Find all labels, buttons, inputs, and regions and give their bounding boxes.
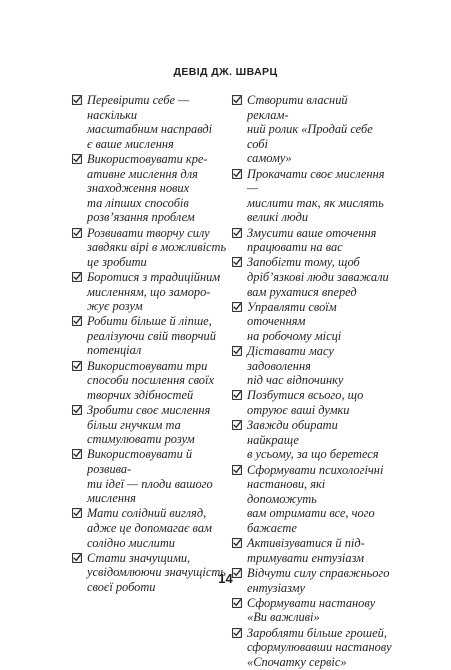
checked-box-icon — [232, 598, 242, 608]
checked-box-icon — [232, 465, 242, 475]
checklist-item — [232, 626, 392, 670]
checked-box-icon — [232, 169, 242, 179]
checklist-item-text: Сформувати настанову «Ви важливі» — [247, 595, 376, 625]
checklist-item — [72, 506, 232, 550]
checklist-item — [72, 314, 232, 358]
checklist-item-text: Мати солідний вигляд, адже це допомагає вам солідно мислити — [87, 506, 212, 550]
checklist-item — [72, 93, 232, 151]
running-head-author: ДЕВІД ДЖ. ШВАРЦ — [173, 66, 278, 78]
checklist-item-text: Використовувати три способи посилення своїх творчих здібностей — [87, 358, 214, 402]
checklist-item-text: Сформувати психологічні настанови, які допоможуть вам отримати все, чого бажаєте — [247, 462, 384, 535]
checklist-item — [232, 536, 392, 565]
checklist-item — [232, 463, 392, 536]
checklist-item-text: Активізуватися й під- тримувати ентузіазм — [247, 536, 365, 565]
checklist-item — [232, 93, 392, 166]
checked-box-icon — [232, 538, 242, 548]
checklist-item-text: Позбутися всього, що отруює ваші думки — [247, 388, 364, 418]
checklist-item-text: Завжди обирати найкраще в усьому, за що беретеся — [247, 418, 379, 462]
checked-box-icon — [72, 272, 82, 282]
checked-box-icon — [72, 449, 82, 459]
checklist-item — [72, 152, 232, 225]
checklist-item — [72, 359, 232, 403]
checklist-item-text: Прокачати своє мислення — мислити так, як мислять великі люди — [247, 166, 385, 225]
checklist-item-text: Використовувати кре- ативне мислення для знаходження нових та ліпших способів розв’язання проблем — [87, 151, 208, 225]
checked-box-icon — [232, 420, 242, 430]
checked-box-icon — [72, 316, 82, 326]
checklist-item-text: Використовувати й розвива- ти ідеї — плоди вашого мислення — [87, 447, 213, 506]
checklist-item-text: Зробити своє мислення більш гнучким та стимулювати розум — [87, 403, 211, 447]
checklist-item-text: Змусити ваше оточення працювати на вас — [247, 225, 377, 255]
checked-box-icon — [232, 257, 242, 267]
checklist-item — [232, 596, 392, 625]
checklist-item — [232, 418, 392, 462]
checklist-item — [72, 270, 232, 314]
checklist-item — [232, 344, 392, 388]
checked-box-icon — [232, 346, 242, 356]
checked-box-icon — [72, 154, 82, 164]
checked-box-icon — [232, 228, 242, 238]
checklist-item — [232, 226, 392, 255]
checked-box-icon — [72, 95, 82, 105]
checklist-item-text: Перевірити себе — наскільки масштабним насправді є ваше мислення — [87, 93, 213, 151]
checklist-item-text: Створити власний реклам- ний ролик «Продай себе собі самому» — [247, 93, 373, 166]
checklist-item-text: Управляти своїм оточенням на робочому місці — [247, 299, 342, 343]
checklist-item-text: Відчути силу справжнього ентузіазму — [247, 565, 390, 595]
checklist-item-text: Запобігти тому, щоб дріб’язкові люди заважали вам рухатися вперед — [247, 255, 389, 299]
checked-box-icon — [232, 95, 242, 105]
checklist-item — [232, 255, 392, 299]
checklist-item-text: Розвивати творчу силу завдяки вірі в можливість це зробити — [87, 225, 227, 269]
checked-box-icon — [72, 508, 82, 518]
page-number: 14 — [218, 571, 233, 586]
checklist-item — [232, 167, 392, 225]
checklist-item — [232, 300, 392, 344]
checked-box-icon — [72, 405, 82, 415]
checklist-item-text: Робити більше й ліпше, реалізуючи свій творчий потенціал — [87, 314, 216, 358]
checklist-item — [72, 447, 232, 505]
checklist-item-text: Боротися з традиційним мисленням, що заморо- жує розум — [87, 269, 221, 314]
checked-box-icon — [72, 228, 82, 238]
checked-box-icon — [72, 553, 82, 563]
checked-box-icon — [232, 302, 242, 312]
checked-box-icon — [232, 390, 242, 400]
checklist-item — [232, 388, 392, 417]
checklist-item — [72, 226, 232, 270]
checklist-item-text: Стати значущими, усвідомлюючи значущість своєї роботи — [87, 550, 226, 594]
checklist-item-text: Заробляти більше грошей, сформулювавши настанову «Спочатку сервіс» — [247, 625, 392, 669]
checked-box-icon — [72, 361, 82, 371]
checklist-item — [72, 403, 232, 447]
checklist-item-text: Діставати масу задоволення під час відпочинку — [247, 344, 344, 388]
checked-box-icon — [232, 628, 242, 638]
